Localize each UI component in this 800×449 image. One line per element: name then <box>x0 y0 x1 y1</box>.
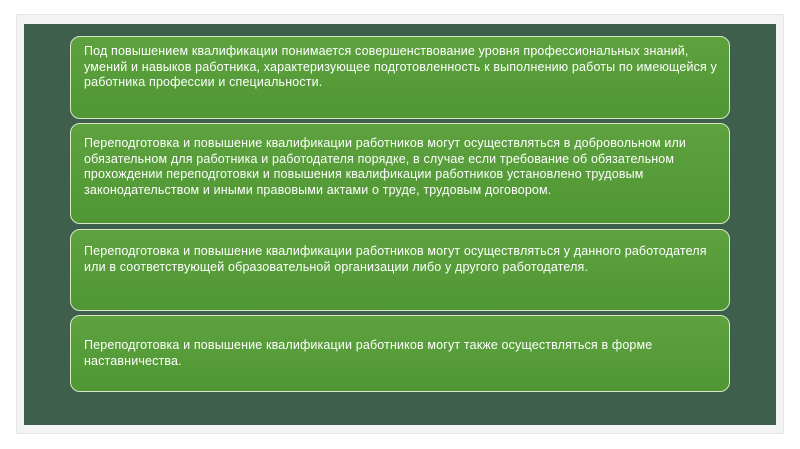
card-text: Переподготовка и повышение квалификации работников могут осуществляться в добровольном или обязательном для работника и работодателя порядке, в случае если требование об обязательном прохождении переподготовки и повышения квалификации работников установлено трудовым законодательством и иными правовыми актами о труде, трудовым договором. <box>84 136 687 197</box>
info-card-voluntary-or-mandatory <box>70 123 730 224</box>
card-text: Переподготовка и повышение квалификации работников могут осуществляться у данного работодателя или в соответствующей образовательной организации либо у другого работодателя. <box>84 244 707 274</box>
info-card-qualification-definition <box>70 36 730 119</box>
card-text: Под повышением квалификации понимается совершенствование уровня профессиональных знаний, умений и навыков работника, характеризующее подготовленность к выполнению работы по имеющейся у работника профессии и специальности. <box>84 44 717 89</box>
info-card-place-of-training <box>70 229 730 311</box>
card-text: Переподготовка и повышение квалификации работников могут также осуществляться в форме наставничества. <box>84 338 653 368</box>
info-card-mentorship <box>70 315 730 392</box>
